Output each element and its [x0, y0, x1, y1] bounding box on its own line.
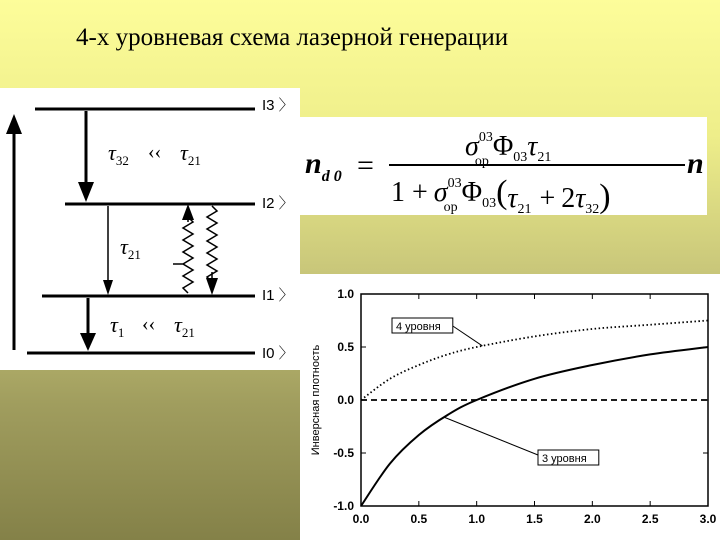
y-tick-label: -1.0 — [333, 499, 354, 513]
series-line-3-уровня — [361, 347, 708, 506]
tau21-label-1: $\tau_{21}$ — [180, 140, 201, 168]
x-tick-label: 1.0 — [468, 512, 486, 526]
formula-rhs: n — [687, 147, 704, 180]
slide-title: 4-х уровневая схема лазерной генерации — [76, 24, 509, 51]
legend-3-levels-text: 3 уровня — [542, 453, 587, 465]
energy-level-diagram — [0, 88, 300, 370]
legend-4-levels-text: 4 уровня — [396, 321, 441, 333]
legend-4-levels-pointer — [453, 326, 483, 346]
x-tick-label: 2.0 — [583, 512, 601, 526]
formula-panel — [297, 117, 707, 215]
x-tick-label: 0.5 — [410, 512, 428, 526]
pump-arrow — [6, 114, 22, 350]
decay-21-arrow — [103, 206, 113, 295]
level-3-label: I3 〉 — [262, 97, 294, 114]
much-less-sign-1: ‹‹ — [148, 141, 162, 163]
wavy-up-arrow — [173, 204, 194, 293]
inversion-graph — [300, 274, 720, 540]
level-1-label: I1 〉 — [262, 287, 294, 304]
y-axis-label: Инверсная плотность — [310, 344, 322, 456]
y-tick-label: 0.0 — [337, 393, 354, 407]
y-tick-label: -0.5 — [333, 446, 354, 460]
tau21-label-3: $\tau_{21}$ — [174, 312, 195, 340]
formula-equals: = — [357, 149, 374, 182]
level-2-label: I2 〉 — [262, 195, 294, 212]
wavy-down-arrow — [206, 206, 218, 295]
energy-level-svg — [0, 88, 300, 370]
x-tick-label: 3.0 — [699, 512, 717, 526]
formula-lhs: $n_{d 0}$ — [305, 147, 342, 185]
formula-denominator: $1 + \sigma^{03}$ op $\Phi_{03}(\tau_{21} + 2\tau_{32})$ — [391, 174, 611, 217]
formula-svg — [297, 117, 707, 215]
y-tick-label: 1.0 — [337, 287, 354, 301]
x-tick-label: 0.0 — [352, 512, 370, 526]
formula-numerator: $\sigma^{03}$ op $\Phi_{03}\tau_{21}$ — [465, 130, 552, 169]
tau1-label: $\tau_1$ — [110, 312, 125, 340]
tau21-label-2: $\tau_{21}$ — [120, 234, 141, 262]
decay-10-arrow — [80, 298, 96, 351]
much-less-sign-2: ‹‹ — [142, 313, 156, 335]
level-0-label: I0 〉 — [262, 345, 294, 362]
legend-3-levels-pointer — [444, 417, 538, 455]
y-tick-label: 0.5 — [337, 340, 354, 354]
chart-svg — [300, 274, 720, 540]
tau32-label: $\tau_{32}$ — [108, 140, 129, 168]
x-tick-label: 1.5 — [526, 512, 543, 526]
x-tick-label: 2.5 — [641, 512, 659, 526]
decay-32-arrow — [78, 111, 94, 202]
